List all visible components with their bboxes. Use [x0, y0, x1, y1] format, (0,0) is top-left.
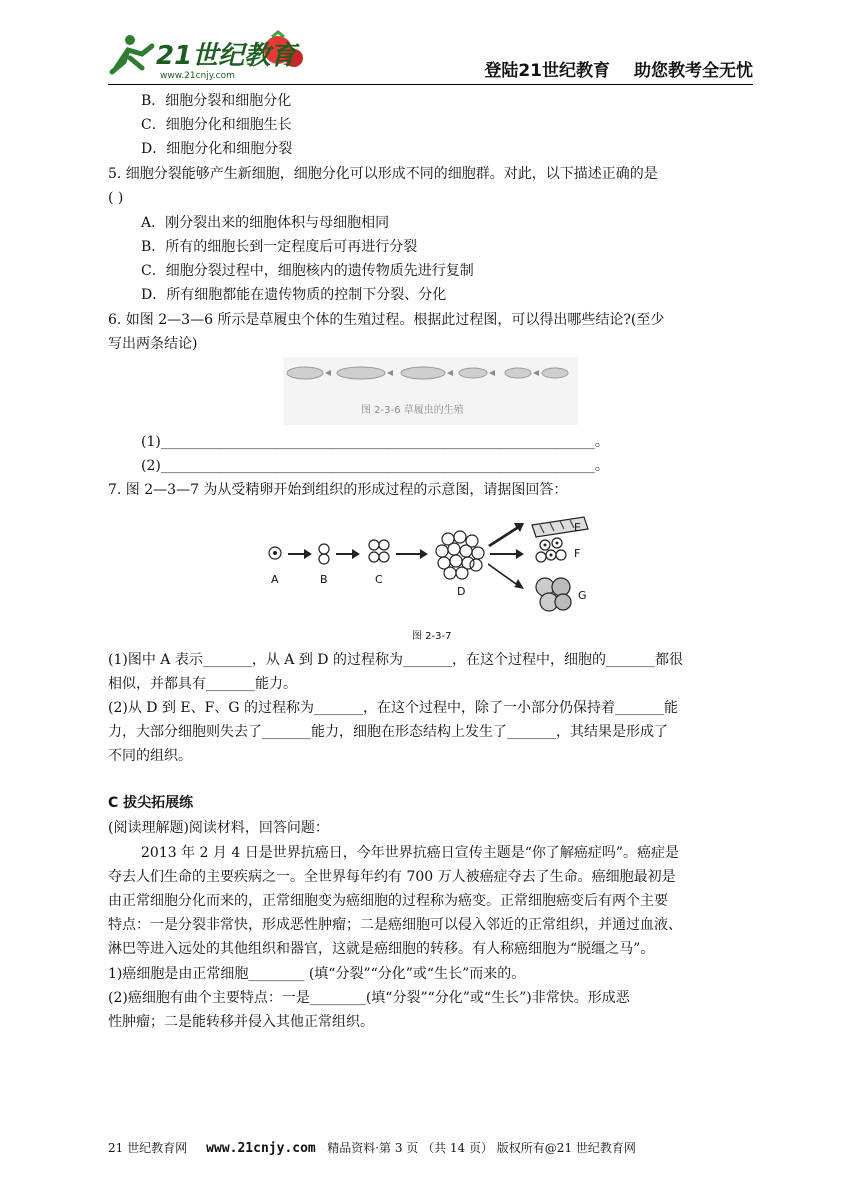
q5-stem-paren: ( )	[108, 190, 124, 206]
section-c-title: C 拔尖拓展练	[108, 795, 194, 811]
tagline-right: 助您教考全无忧	[634, 61, 753, 81]
section-c-intro: (阅读理解题)阅读材料，回答问题：	[108, 820, 329, 836]
q6-answer-1: (1)______________________________________________________________。	[141, 434, 609, 450]
q5-option-c: C．细胞分裂过程中，细胞核内的遗传物质先进行复制	[141, 263, 474, 279]
footer-url: www.21cnjy.com	[206, 1141, 316, 1156]
page-header	[108, 28, 753, 84]
header-divider	[108, 84, 753, 85]
q5-option-b: B．所有的细胞长到一定程度后可再进行分裂	[141, 239, 418, 255]
q7-part2-line2: 力，大部分细胞则失去了_______能力，细胞在形态结构上发生了_______，其结果是形成了	[108, 724, 668, 740]
figure-label-f: F	[574, 547, 581, 560]
q7-part1-line2: 相似，并都具有_______能力。	[108, 676, 297, 692]
figure-2-3-7-caption: 图 2-3-7	[412, 631, 452, 642]
paramecium-reproduction-figure	[283, 357, 578, 425]
q6-stem: 6. 如图 2—3—6 所示是草履虫个体的生殖过程。根据此过程图，可以得出哪些结论?(至少	[108, 312, 665, 328]
logo-text: 21世纪教育	[156, 41, 297, 71]
logo-21cnjy-icon	[108, 28, 308, 84]
reading-para-line: 淋巴等进入远处的其他组织和器官，这就是癌细胞的转移。有人称癌细胞为“脱缰之马”。	[108, 941, 655, 957]
paramecium-daughter	[505, 368, 531, 378]
tissue-g	[536, 578, 571, 611]
figure-label-b: B	[320, 573, 328, 586]
q7-part2-line1: (2)从 D 到 E、F、G 的过程称为_______，在这个过程中，除了一小部分仍保持着_______能	[108, 700, 678, 716]
section-c-question-1: 1)癌细胞是由正常细胞________ (填“分裂”“分化”或“生长”而来的。	[108, 966, 526, 982]
reading-para-line: 特点：一是分裂非常快，形成恶性肿瘤；二是癌细胞可以侵入邻近的正常组织，并通过血液、	[108, 917, 682, 933]
q7-part2-line3: 不同的组织。	[108, 748, 192, 764]
tagline-left: 登陆21世纪教育	[484, 61, 610, 81]
reading-para-line: 2013 年 2 月 4 日是世界抗癌日，今年世界抗癌日宣传主题是“你了解癌症吗”。癌症是	[141, 845, 680, 861]
section-c-question-2-cont: 性肿瘤；二是能转移并侵入其他正常组织。	[108, 1014, 374, 1030]
paramecium-dividing	[401, 367, 445, 379]
q6-stem-cont: 写出两条结论)	[108, 336, 198, 352]
figure-label-e: E	[574, 521, 581, 534]
paramecium-daughter	[459, 368, 487, 378]
figure-label-a: A	[271, 573, 279, 586]
tissue-f	[536, 538, 566, 562]
reading-para-line: 夺去人们生命的主要疾病之一。全世界每年约有 700 万人被癌症夺去了生命。癌细胞最初是	[108, 869, 676, 885]
q4-option-b: B．细胞分裂和细胞分化	[141, 93, 292, 109]
q7-part1-line1: (1)图中 A 表示_______，从 A 到 D 的过程称为_______，在这个过程中，细胞的_______都很	[108, 652, 683, 668]
q5-option-d: D．所有细胞都能在遗传物质的控制下分裂、分化	[141, 287, 447, 303]
cell-cluster-d	[436, 531, 484, 579]
q5-option-a: A．刚分裂出来的细胞体积与母细胞相同	[141, 215, 390, 231]
q4-option-c: C．细胞分化和细胞生长	[141, 117, 292, 133]
cell-b	[319, 554, 329, 564]
footer-site: 21 世纪教育网	[108, 1141, 188, 1155]
q7-stem: 7. 图 2—3—7 为从受精卵开始到组织的形成过程的示意图，请据图回答：	[108, 482, 568, 498]
paramecium-dividing	[337, 367, 385, 379]
q6-answer-2: (2)______________________________________________________________。	[141, 458, 609, 474]
figure-label-d: D	[457, 585, 466, 598]
section-c-question-2: (2)癌细胞有曲个主要特点：一是________(填“分裂”“分化”或“生长”)非常快。形成恶	[108, 990, 630, 1006]
footer-info: 精品资料·第 3 页 （共 14 页） 版权所有@21 世纪教育网	[327, 1141, 636, 1155]
q4-option-d: D．细胞分化和细胞分裂	[141, 141, 293, 157]
figure-label-g: G	[578, 589, 587, 602]
paramecium-cell	[287, 367, 323, 379]
q5-stem: 5. 细胞分裂能够产生新细胞，细胞分化可以形成不同的细胞群。对此，以下描述正确的是	[108, 166, 658, 182]
header-tagline	[484, 56, 753, 81]
cell-division-differentiation-figure	[262, 507, 592, 647]
logo-url-text: www.21cnjy.com	[160, 71, 235, 81]
figure-label-c: C	[375, 573, 383, 586]
cell-b	[319, 544, 329, 554]
paramecium-daughter	[542, 368, 568, 378]
figure-2-3-6-caption: 图 2-3-6 草履虫的生殖	[361, 405, 464, 416]
reading-para-line: 由正常细胞分化而来的，正常细胞变为癌细胞的过程称为癌变。正常细胞癌变后有两个主要	[108, 893, 668, 909]
page-footer	[108, 1139, 636, 1156]
